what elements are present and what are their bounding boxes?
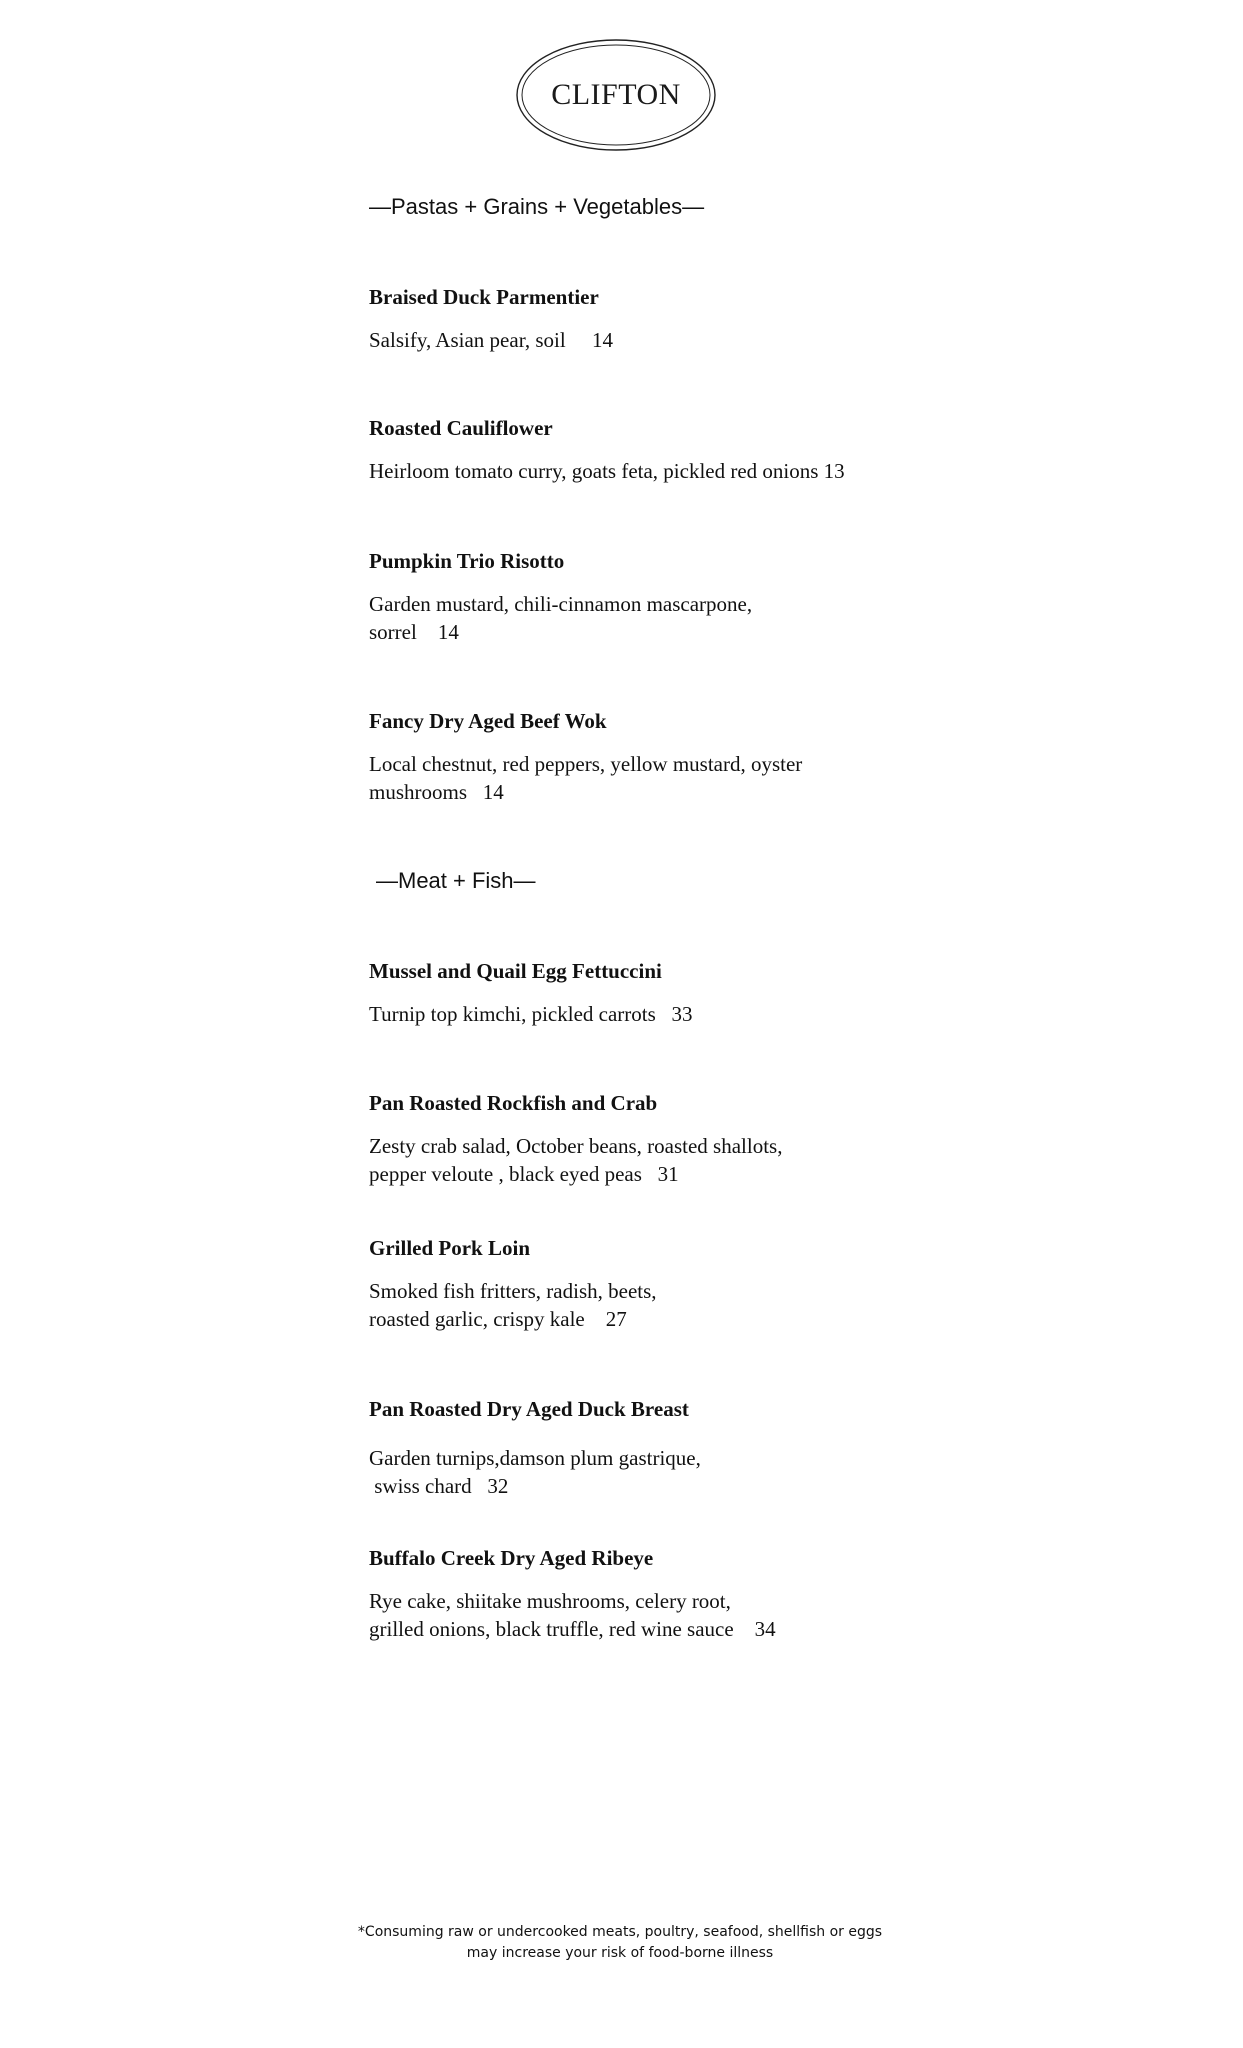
menu-item-name: Grilled Pork Loin — [369, 1236, 531, 1260]
menu-item — [369, 1545, 929, 1643]
menu-item — [369, 1396, 929, 1500]
restaurant-logo — [515, 38, 717, 152]
menu-item-description: Local chestnut, red peppers, yellow mustard, oyster mushrooms 14 — [369, 752, 803, 804]
disclaimer-line-2: may increase your risk of food-borne illness — [466, 1945, 774, 1961]
menu-item — [369, 284, 929, 354]
menu-item — [369, 1235, 929, 1333]
menu-item — [369, 548, 929, 646]
menu-item-description: Heirloom tomato curry, goats feta, pickled red onions 13 — [369, 459, 845, 483]
menu-item-name: Mussel and Quail Egg Fettuccini — [369, 959, 662, 983]
menu-item-description: Rye cake, shiitake mushrooms, celery root, grilled onions, black truffle, red wine sauce 34 — [369, 1589, 776, 1641]
menu-item — [369, 958, 929, 1028]
menu-item-name: Pan Roasted Rockfish and Crab — [369, 1091, 658, 1115]
menu-item-description: Turnip top kimchi, pickled carrots 33 — [369, 1002, 693, 1026]
menu-item-description: Salsify, Asian pear, soil 14 — [369, 328, 613, 352]
menu-item-description: Garden turnips,damson plum gastrique, swiss chard 32 — [369, 1446, 701, 1498]
logo-text: CLIFTON — [551, 78, 681, 111]
menu-item-description: Zesty crab salad, October beans, roasted shallots, pepper veloute , black eyed peas 31 — [369, 1134, 783, 1186]
menu-item-name: Roasted Cauliflower — [369, 416, 553, 440]
menu-item-description: Smoked fish fritters, radish, beets, roasted garlic, crispy kale 27 — [369, 1279, 657, 1331]
section-heading-meat: —Meat + Fish— — [376, 868, 536, 893]
menu-item-name: Buffalo Creek Dry Aged Ribeye — [369, 1546, 654, 1570]
food-safety-disclaimer — [300, 1922, 940, 1964]
menu-item-name: Pan Roasted Dry Aged Duck Breast — [369, 1397, 689, 1421]
menu-item — [369, 415, 929, 485]
section-heading-pastas: —Pastas + Grains + Vegetables— — [369, 194, 705, 219]
menu-item-name: Pumpkin Trio Risotto — [369, 549, 565, 573]
menu-item — [369, 1090, 929, 1188]
menu-item-description: Garden mustard, chili-cinnamon mascarpone, sorrel 14 — [369, 592, 753, 644]
menu-item — [369, 708, 929, 806]
disclaimer-line-1: *Consuming raw or undercooked meats, poultry, seafood, shellfish or eggs — [357, 1924, 883, 1940]
menu-item-name: Braised Duck Parmentier — [369, 285, 599, 309]
menu-item-name: Fancy Dry Aged Beef Wok — [369, 709, 607, 733]
